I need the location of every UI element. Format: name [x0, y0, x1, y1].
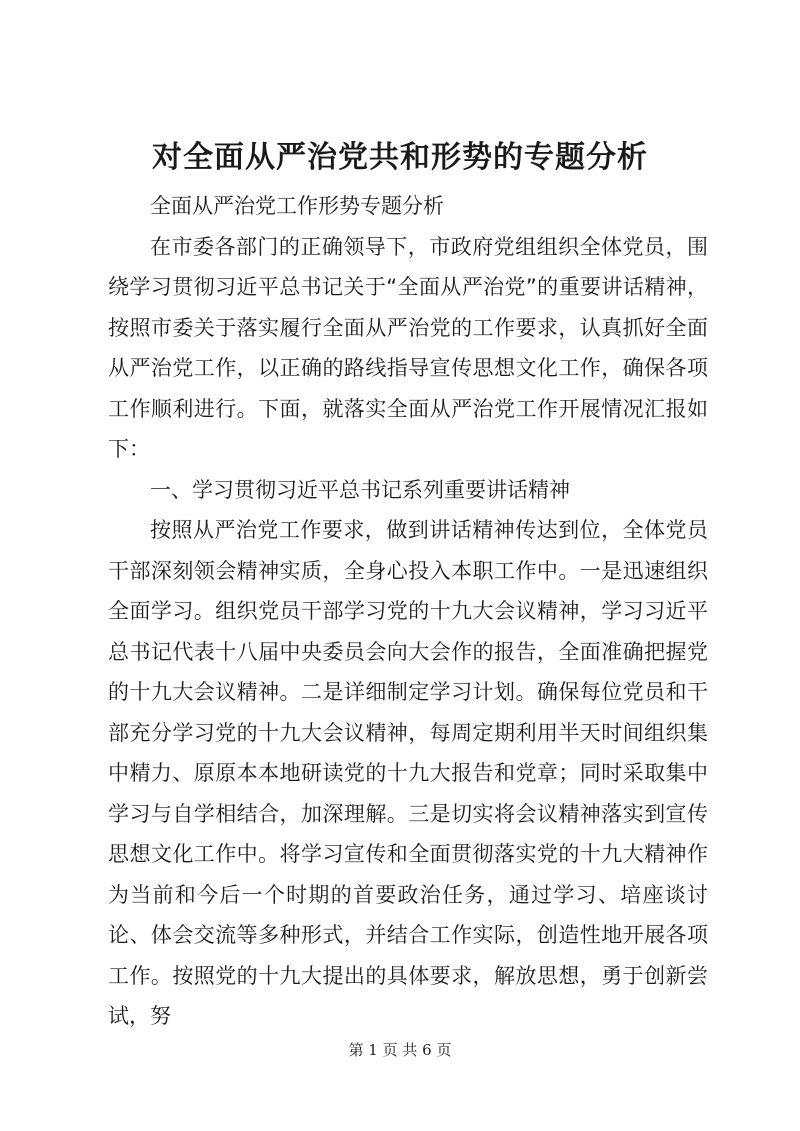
body-paragraph: 按照从严治党工作要求，做到讲话精神传达到位，全体党员干部深刻领会精神实质，全身心投入本职工作中。一是迅速组织全面学习。组织党员干部学习党的十九大会议精神，学习习近平总书记代表十八届中央委员会向大会作的报告，全面准确把握党的十九大会议精神。二是详细制定学习计划。确保每位党员和干部充分学习党的十九大会议精神，每周定期利用半天时间组织集中精力、原原本本地研读党的十九大报告和党章；同时采取集中学习与自学相结合，加深理解。三是切实将会议精神落实到宣传思想文化工作中。将学习宣传和全面贯彻落实党的十九大精神作为当前和今后一个时期的首要政治任务，通过学习、培座谈讨论、体会交流等多种形式，并结合工作实际，创造性地开展各项工作。按照党的十九大提出的具体要求，解放思想，勇于创新尝试，努 — [108, 518, 708, 1028]
page-number-footer: 第 1 页 共 6 页 — [348, 1041, 452, 1059]
document-body — [108, 186, 708, 1037]
section-heading: 一、学习贯彻习近平总书记系列重要讲话精神 — [150, 477, 570, 502]
document-title: 对全面从严治党共和形势的专题分析 — [152, 140, 648, 175]
subtitle-paragraph: 全面从严治党工作形势专题分析 — [150, 194, 444, 218]
intro-paragraph: 在市委各部门的正确领导下，市政府党组组织全体党员，围绕学习贯彻习近平总书记关于“全面从严治党”的重要讲话精神，按照市委关于落实履行全面从严治党的工作要求，认真抓好全面从严治党工作，以正确的路线指导宣传思想文化工作，确保各项工作顺利进行。下面，就落实全面从严治党工作开展情况汇报如下： — [108, 234, 708, 461]
